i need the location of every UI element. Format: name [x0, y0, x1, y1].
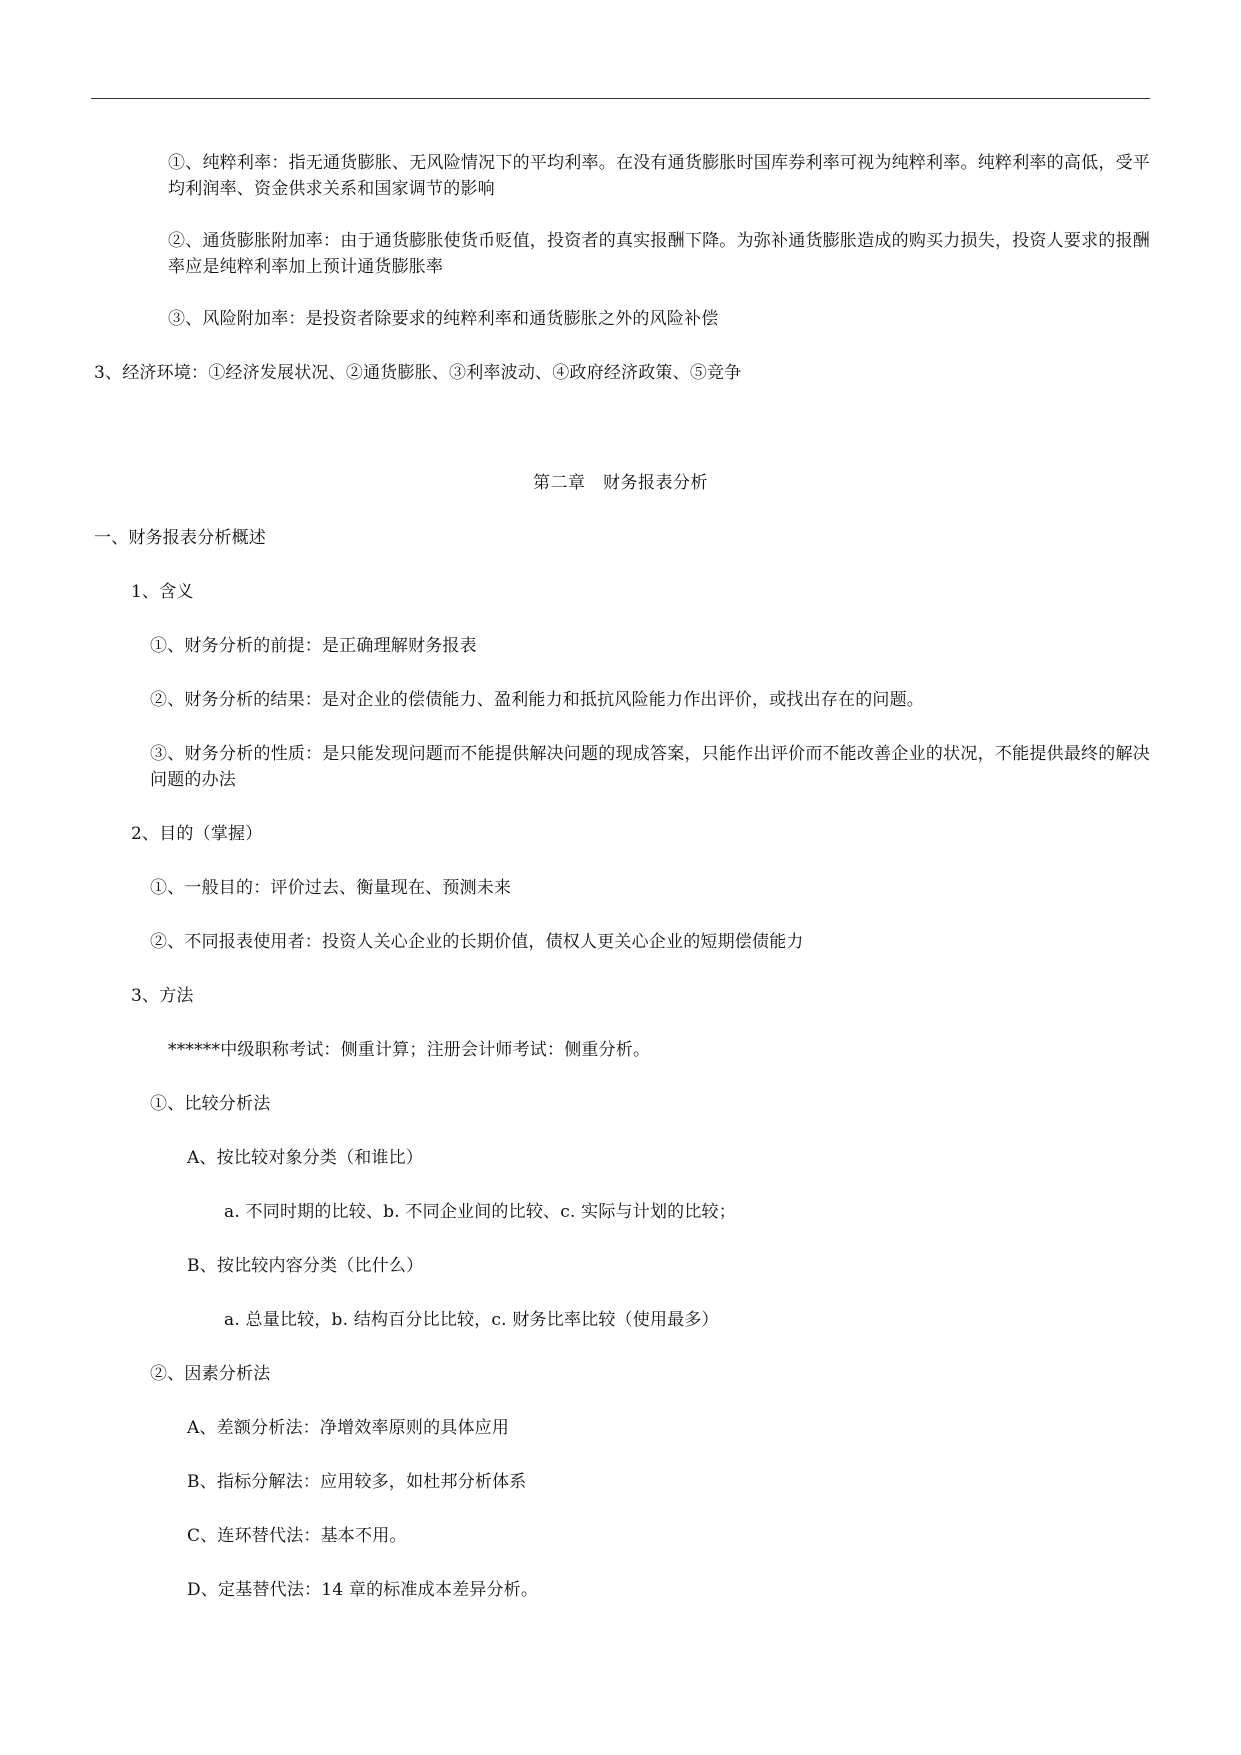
paragraph-inflation-premium	[94, 228, 1150, 280]
meaning-item-premise: ①、财务分析的前提：是正确理解财务报表	[150, 636, 477, 656]
subheading-method: 3、方法	[131, 986, 194, 1006]
comparison-by-content-detail: a. 总量比较，b. 结构百分比比较，c. 财务比率比较（使用最多）	[224, 1310, 719, 1330]
paragraph-text: ①、纯粹利率：指无通货膨胀、无风险情况下的平均利率。在没有通货膨胀时国库券利率可视为纯粹利率。纯粹利率的高低，受平均利润率、资金供求关系和国家调节的影响	[168, 153, 1150, 199]
factor-fixed-base-substitution: D、定基替代法：14 章的标准成本差异分析。	[187, 1580, 539, 1600]
meaning-item-result: ②、财务分析的结果：是对企业的偿债能力、盈利能力和抵抗风险能力作出评价，或找出存在的问题。	[150, 690, 924, 710]
factor-method-heading: ②、因素分析法	[150, 1364, 271, 1384]
paragraph-text: ③、财务分析的性质：是只能发现问题而不能提供解决问题的现成答案，只能作出评价而不能改善企业的状况，不能提供最终的解决问题的办法	[150, 744, 1150, 790]
comparison-by-object: A、按比较对象分类（和谁比）	[187, 1148, 424, 1168]
paragraph-pure-interest-rate	[94, 150, 1150, 202]
comparison-method-heading: ①、比较分析法	[150, 1094, 271, 1114]
subheading-meaning: 1、含义	[131, 582, 194, 602]
method-note: ******中级职称考试：侧重计算；注册会计师考试：侧重分析。	[168, 1040, 651, 1060]
subheading-purpose: 2、目的（掌握）	[131, 824, 263, 844]
purpose-item-users: ②、不同报表使用者：投资人关心企业的长期价值，债权人更关心企业的短期偿债能力	[150, 932, 804, 952]
factor-chain-substitution: C、连环替代法：基本不用。	[187, 1526, 407, 1546]
comparison-by-object-detail: a. 不同时期的比较、b. 不同企业间的比较、c. 实际与计划的比较；	[224, 1202, 736, 1222]
factor-difference-analysis: A、差额分析法：净增效率原则的具体应用	[187, 1418, 510, 1438]
factor-indicator-decomposition: B、指标分解法：应用较多，如杜邦分析体系	[187, 1472, 527, 1492]
paragraph-risk-premium: ③、风险附加率：是投资者除要求的纯粹利率和通货膨胀之外的风险补偿	[168, 309, 719, 329]
paragraph-economic-environment: 3、经济环境：①经济发展状况、②通货膨胀、③利率波动、④政府经济政策、⑤竞争	[94, 363, 742, 383]
chapter-title: 第二章 财务报表分析	[533, 473, 708, 493]
comparison-by-content: B、按比较内容分类（比什么）	[187, 1256, 424, 1276]
meaning-item-nature	[94, 741, 1150, 793]
purpose-item-general: ①、一般目的：评价过去、衡量现在、预测未来	[150, 878, 512, 898]
header-rule	[91, 98, 1150, 99]
paragraph-text: ②、通货膨胀附加率：由于通货膨胀使货币贬值，投资者的真实报酬下降。为弥补通货膨胀造成的购买力损失，投资人要求的报酬率应是纯粹利率加上预计通货膨胀率	[168, 231, 1150, 277]
section-heading: 一、财务报表分析概述	[94, 528, 266, 548]
